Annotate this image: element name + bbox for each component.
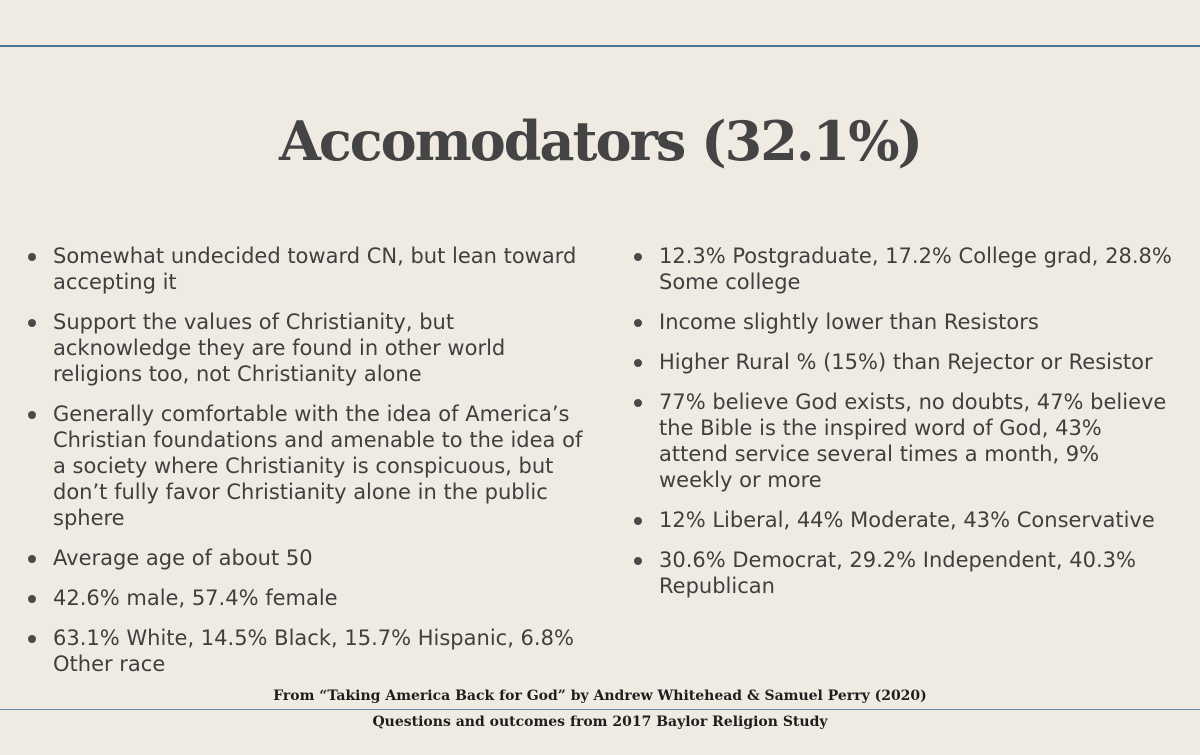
bullet-dot-icon xyxy=(634,517,642,525)
source-study-note: Questions and outcomes from 2017 Baylor Religion Study xyxy=(372,714,828,730)
bullet-text: Generally comfortable with the idea of America’s Christian foundations and amenable to the idea of a society where Christianity is conspicuous, but don’t fully favor Christianity alone in the public sphere xyxy=(53,402,583,530)
bullet-dot-icon xyxy=(28,595,36,603)
bullet-item xyxy=(26,585,586,611)
bullet-item xyxy=(26,545,586,571)
bullet-item xyxy=(632,243,1177,295)
bullet-dot-icon xyxy=(28,555,36,563)
left-bullet-list xyxy=(26,243,586,691)
bullet-item xyxy=(632,349,1177,375)
bullet-item xyxy=(26,401,586,531)
top-rule xyxy=(0,45,1200,47)
bullet-item xyxy=(632,547,1177,599)
bullet-item xyxy=(26,243,586,295)
slide-title: Accomodators (32.1%) xyxy=(278,109,922,173)
bullet-item xyxy=(26,625,586,677)
bullet-item xyxy=(632,309,1177,335)
bullet-item xyxy=(632,507,1177,533)
bullet-text: 12% Liberal, 44% Moderate, 43% Conservative xyxy=(659,508,1155,532)
bullet-dot-icon xyxy=(28,635,36,643)
bullet-dot-icon xyxy=(634,399,642,407)
source-citation: From “Taking America Back for God” by Andrew Whitehead & Samuel Perry (2020) xyxy=(273,688,927,704)
bullet-text: 77% believe God exists, no doubts, 47% believe the Bible is the inspired word of God, 43% attend service several times a month, 9% weekly or more xyxy=(659,390,1167,492)
bullet-dot-icon xyxy=(634,319,642,327)
bullet-text: Support the values of Christianity, but acknowledge they are found in other world religions too, not Christianity alone xyxy=(53,310,506,386)
bullet-text: 63.1% White, 14.5% Black, 15.7% Hispanic, 6.8% Other race xyxy=(53,626,574,676)
right-bullet-list xyxy=(632,243,1177,613)
bullet-text: 12.3% Postgraduate, 17.2% College grad, 28.8% Some college xyxy=(659,244,1172,294)
bullet-text: 42.6% male, 57.4% female xyxy=(53,586,338,610)
bullet-dot-icon xyxy=(28,253,36,261)
bullet-dot-icon xyxy=(634,359,642,367)
bullet-text: Income slightly lower than Resistors xyxy=(659,310,1039,334)
bullet-text: 30.6% Democrat, 29.2% Independent, 40.3% Republican xyxy=(659,548,1136,598)
bullet-item xyxy=(632,389,1177,493)
bullet-dot-icon xyxy=(28,411,36,419)
bottom-rule xyxy=(0,709,1200,710)
bullet-dot-icon xyxy=(634,253,642,261)
bullet-dot-icon xyxy=(28,319,36,327)
bullet-text: Somewhat undecided toward CN, but lean toward accepting it xyxy=(53,244,577,294)
bullet-item xyxy=(26,309,586,387)
bullet-dot-icon xyxy=(634,557,642,565)
bullet-text: Average age of about 50 xyxy=(53,546,313,570)
bullet-text: Higher Rural % (15%) than Rejector or Resistor xyxy=(659,350,1153,374)
